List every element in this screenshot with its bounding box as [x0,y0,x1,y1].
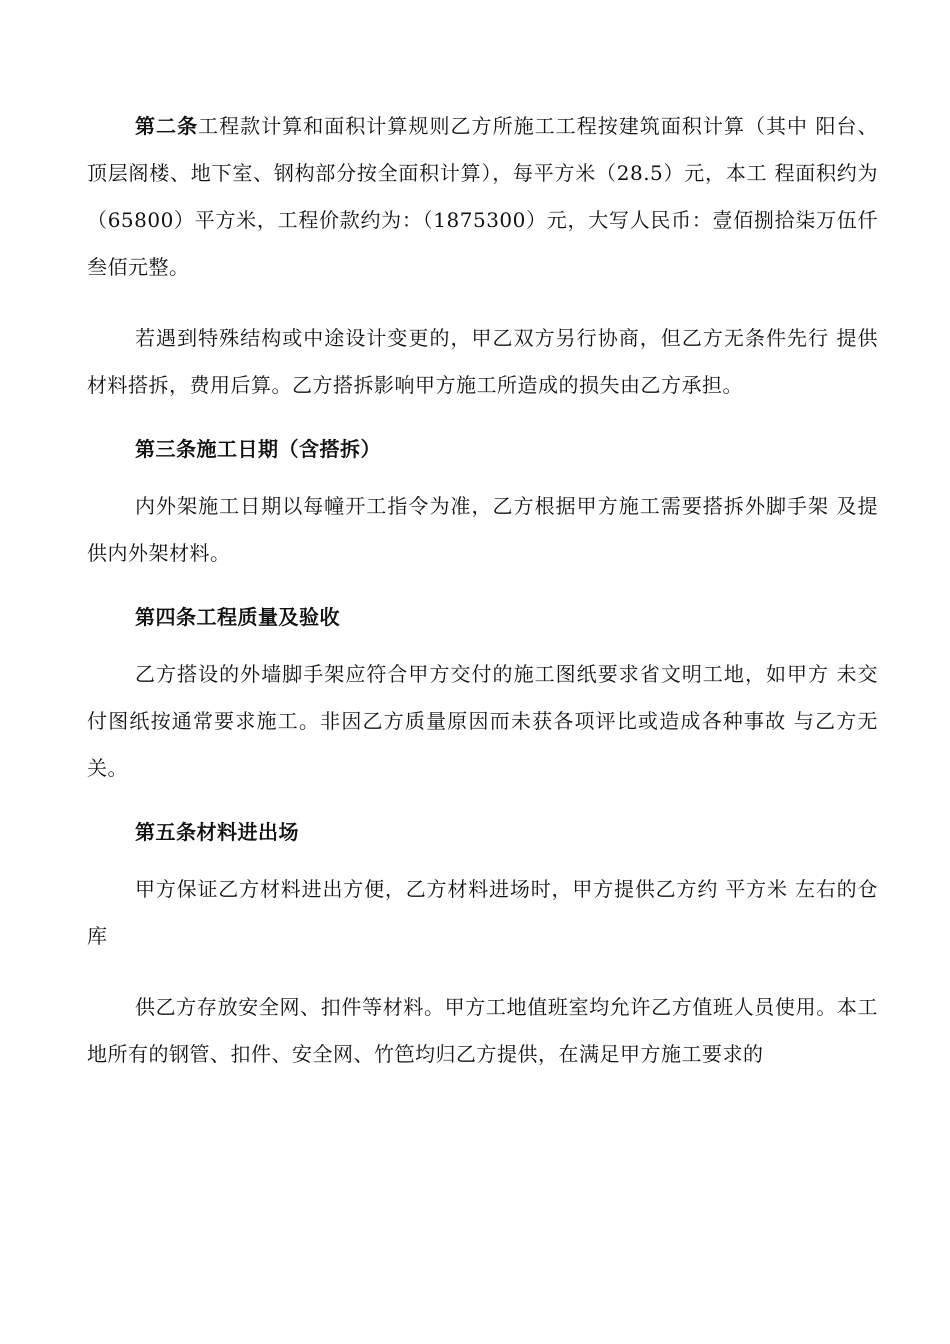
article-3-text: 内外架施工日期以每幢开工指令为准，乙方根据甲方施工需要搭拆外脚手架 及提供内外架材料。 [87,494,878,565]
article-2-heading: 第二条 [135,114,199,138]
article-5-text-2: 供乙方存放安全网、扣件等材料。甲方工地值班室均允许乙方值班人员使用。本工地所有的钢管、扣件、安全网、竹笆均归乙方提供，在满足甲方施工要求的 [87,995,878,1066]
article-2-text: 工程款计算和面积计算规则乙方所施工工程按建筑面积计算（其中 阳台、顶层阁楼、地下室、钢构部分按全面积计算），每平方米（28.5）元，本工 程面积约为（65800）平方米，工程价款约为：（1875300）元，大写人民币：壹佰捌拾柒万伍仟叁佰元整。 [87,114,879,279]
spacer [87,577,878,594]
spacer [87,641,878,651]
article-4-text: 乙方搭设的外墙脚手架应符合甲方交付的施工图纸要求省文明工地，如甲方 未交付图纸按通常要求施工。非因乙方质量原因而未获各项评比或造成各种事故 与乙方无关。 [87,662,878,780]
article-3-heading: 第三条施工日期（含搭拆） [135,437,381,461]
article-2-paragraph [87,103,878,291]
spacer [87,473,878,483]
article-2-paragraph-2: 若遇到特殊结构或中途设计变更的，甲乙双方另行协商，但乙方无条件先行 提供材料搭拆，费用后算。乙方搭拆影响甲方施工所造成的损失由乙方承担。 [87,326,878,397]
spacer [87,409,878,426]
article-5-heading: 第五条材料进出场 [135,820,299,844]
spacer [87,792,878,809]
spacer [87,291,878,315]
article-5-text-1: 甲方保证乙方材料进出方便，乙方材料进场时，甲方提供乙方约 平方米 左右的仓库 [87,877,878,948]
article-4-heading: 第四条工程质量及验收 [135,605,340,629]
spacer [87,856,878,866]
spacer [87,960,878,984]
